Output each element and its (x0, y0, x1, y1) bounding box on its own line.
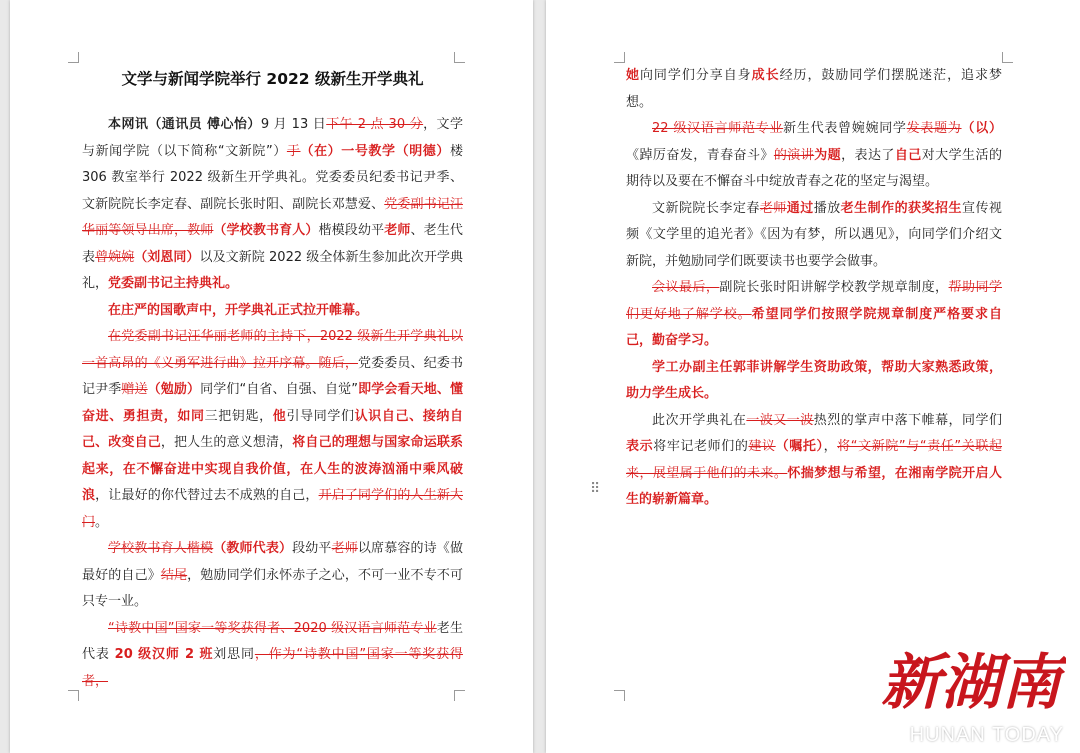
page-corner-mark (68, 52, 79, 63)
body-text: 同学们“自省、自强、自觉” (200, 382, 358, 397)
deleted-text: 建议 (748, 439, 776, 454)
body-text: 楼 306 教室举行 2022 级新生开学典礼。党委委员纪委书记尹季、文新院院长李定春、副院长张时阳、副院长邓慧爱、 (82, 143, 463, 212)
inserted-text: 她 (626, 68, 640, 83)
inserted-text: 他 (272, 408, 287, 424)
body-text: 老生代表 (82, 620, 463, 662)
paragraph (82, 112, 463, 298)
drag-handle-icon[interactable]: ⠿ (590, 481, 602, 497)
body-text: 新生代表曾婉婉同学 (783, 121, 907, 136)
paragraph (626, 116, 1002, 196)
inserted-text: 学工办副主任郭菲讲解学生资助政策，帮助大家熟悉政策，助力学生成长。 (626, 359, 1002, 401)
body-text: 将牢记老师们的 (653, 439, 749, 454)
body-text: 段幼平 (292, 541, 332, 556)
inserted-text: 将自己的理想与国家命运联系起来，在不懈奋进中实现自我价值，在人生的波涛汹涌中乘风破浪 (82, 435, 463, 503)
inserted-text: 老师 (384, 223, 411, 238)
page-corner-mark (68, 690, 79, 701)
paragraph (626, 63, 1002, 116)
deleted-text: 下午 2 点 30 分 (326, 117, 424, 132)
deleted-text: 老师 (331, 541, 358, 556)
paragraph (626, 408, 1002, 514)
deleted-text: 发表题为 (906, 121, 962, 136)
deleted-text: 22 级汉语言师范专业 (652, 121, 784, 136)
deleted-text: 帮助同学们更好地了解学校。 (626, 280, 1002, 322)
inserted-text: （学校教书育人） (213, 223, 319, 238)
deleted-text: 的演讲 (773, 147, 815, 163)
svg-text:新湖南: 新湖南 (881, 648, 1061, 717)
inserted-text: （教师代表） (213, 541, 293, 556)
paragraph (82, 324, 463, 536)
right-paragraphs (626, 63, 1002, 514)
inserted-text: 为题 (814, 147, 842, 163)
inserted-text: （以） (961, 121, 1002, 136)
body-text: 热烈的掌声中落下帷幕，同学们 (813, 412, 1002, 428)
body-text: 文新院院长李定春 (652, 200, 760, 216)
left-paragraphs (82, 112, 463, 695)
deleted-text: 结尾 (160, 567, 188, 583)
deleted-text: 将“文新院”与“责任”关联起来，展望属于他们的未来。 (626, 439, 1002, 481)
body-text: 、老生代表 (82, 223, 463, 265)
body-text: 播放 (813, 200, 841, 216)
page-corner-mark (614, 690, 625, 701)
body-text: ，文学与新闻学院（以下简称“文新院”） (82, 117, 463, 159)
body-text: 楷模段幼平 (318, 223, 385, 238)
page-body-left[interactable] (82, 64, 463, 695)
body-text: ， (823, 439, 838, 454)
body-text: 对大学生活的期待以及要在不懈奋斗中绽放青春之花的坚定与渴望。 (626, 147, 1002, 189)
body-text: ，勉励同学们永怀赤子之心，不可一业不专不可只专一业。 (82, 567, 463, 609)
deleted-text: 会议最后， (652, 280, 720, 295)
inserted-text: 20 级汉师 2 班 (114, 647, 214, 662)
page-body-right[interactable] (626, 63, 1002, 514)
deleted-text: 开启了同学们的人生新大门 (82, 488, 463, 530)
inserted-text: 自己 (894, 147, 922, 163)
paragraph (626, 275, 1002, 355)
deleted-text: 老师 (759, 200, 787, 216)
paragraph (82, 298, 463, 325)
inserted-text: 党委副书记主持典礼。 (108, 276, 239, 291)
deleted-text: 一波又一波 (746, 412, 814, 428)
inserted-text: 希望同学们按照学院规章制度严格要求自己，勤奋学习。 (626, 306, 1002, 348)
paragraph (82, 536, 463, 616)
document-page-left (10, 0, 533, 753)
deleted-text: 在党委副书记汪华丽老师的主持下，2022 级新生开学典礼以一首高昂的《义勇军进行曲》拉开序幕。随后， (82, 329, 463, 371)
body-text: 三把钥匙， (204, 408, 273, 424)
body-text: ，让最好的你代替过去不成熟的自己， (95, 488, 319, 503)
inserted-text: 怀揣梦想与希望，在湘南学院开启人生的崭新篇章。 (626, 465, 1002, 507)
document-title: 文学与新闻学院举行 2022 级新生开学典礼 (121, 70, 424, 88)
body-text: 。 (95, 514, 109, 530)
watermark-logo (876, 637, 1066, 717)
deleted-text: 学校教书育人楷模 (108, 541, 214, 556)
inserted-text: 通过 (786, 200, 814, 216)
page-corner-mark (614, 52, 625, 63)
watermark-subtitle: HUNAN TODAY (909, 724, 1064, 746)
body-text: ，表达了 (841, 147, 895, 163)
inserted-text: 认识自己、接纳自己、改变自己 (82, 408, 463, 450)
body-text: 副院长张时阳讲解学校教学规章制度， (719, 280, 949, 295)
body-text: 向同学们分享自身 (639, 68, 752, 83)
deleted-text: “诗教中国”国家一等奖获得者、2020 级汉语言师范专业 (108, 620, 437, 636)
inserted-text: 表示 (626, 439, 654, 454)
paragraph (626, 355, 1002, 408)
body-text: 《踔厉奋发，青春奋斗》 (626, 147, 774, 163)
body-text: 9 月 13 日 (260, 117, 327, 132)
paragraph (626, 196, 1002, 276)
deleted-text: 于 (286, 143, 301, 159)
deleted-text: 赠送 (121, 382, 148, 397)
page-corner-mark (454, 52, 465, 63)
body-text: 以及文新院 2022 级全体新生参加此次开学典礼， (82, 249, 463, 291)
deleted-text: 曾婉婉 (95, 249, 135, 265)
inserted-text: 即学会看天地、懂奋进、勇担责，如同 (82, 382, 463, 424)
body-text: 党委委员、纪委书记尹季 (82, 355, 463, 397)
inserted-text: 在庄严的国歌声中，开学典礼正式拉开帷幕。 (108, 302, 369, 318)
body-text: 宣传视频《文学里的追光者》《因为有梦，所以遇见》，向同学们介绍文新院，并勉励同学们既要读书也要学会做事。 (626, 200, 1002, 269)
body-text: 此次开学典礼在 (652, 412, 747, 428)
inserted-text: （在）一号教学（明德） (300, 143, 450, 159)
inserted-text: （刘恩同） (134, 249, 200, 265)
inserted-text: 老生制作的获奖招生 (840, 200, 962, 216)
inserted-text: 成长 (751, 68, 780, 83)
deleted-text: ，作为“诗教中国”国家一等奖获得者， (82, 647, 463, 689)
inserted-text: （嘱托） (775, 439, 824, 454)
body-text: 引导同学们 (286, 408, 355, 424)
body-text: 本网讯（通讯员 傅心怡） (108, 117, 261, 132)
deleted-text: 党委副书记汪华丽等领导出席，教师 (82, 196, 463, 238)
body-text: 经历，鼓励同学们摆脱迷茫，追求梦想。 (626, 68, 1002, 110)
watermark (876, 637, 1066, 747)
body-text: 刘思同 (213, 647, 255, 662)
body-text: 以席慕容的诗《做最好的自己》 (82, 541, 463, 583)
inserted-text: （勉励） (147, 382, 201, 397)
page-corner-mark (1002, 52, 1013, 63)
body-text: ，把人生的意义想清， (160, 435, 293, 450)
paragraph (82, 616, 463, 696)
